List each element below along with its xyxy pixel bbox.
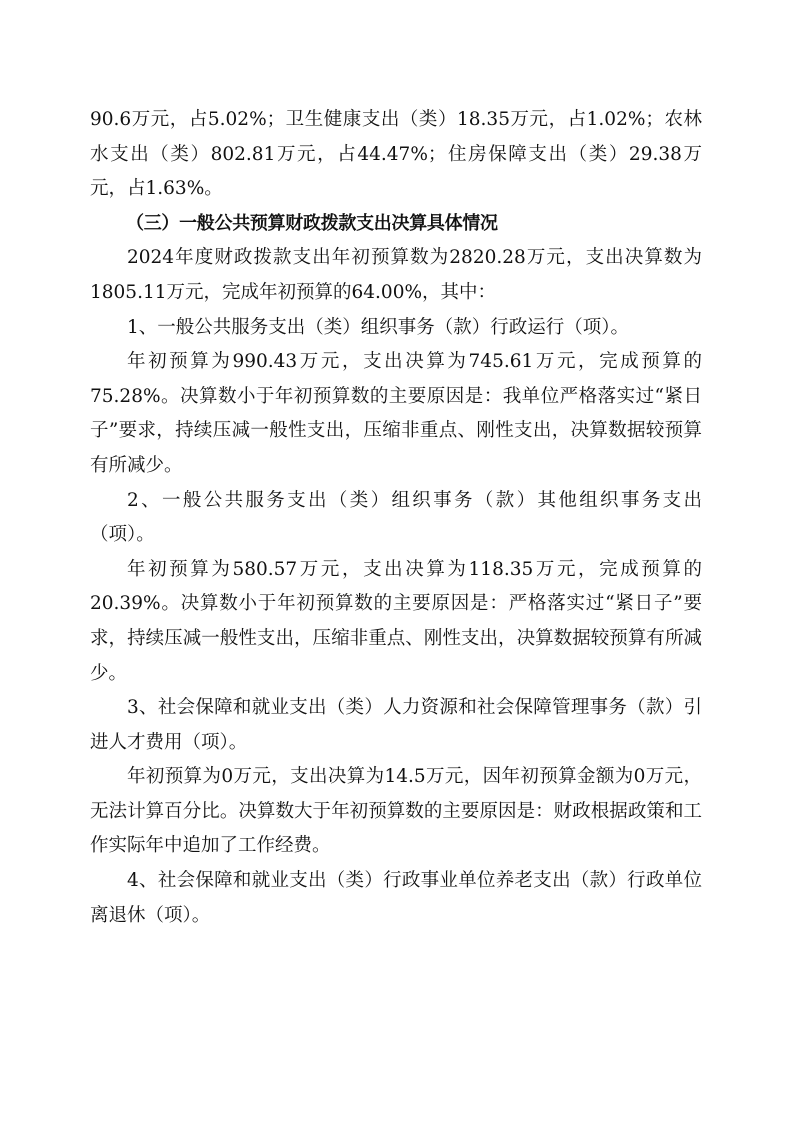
item-4-title: 4、社会保障和就业支出（类）行政事业单位养老支出（款）行政单位离退休（项）。 (90, 870, 702, 926)
item-3-title: 3、社会保障和就业支出（类）人力资源和社会保障管理事务（款）引进人才费用（项）。 (90, 697, 702, 753)
document-body (90, 103, 702, 933)
item-3-body: 年初预算为0万元，支出决算为14.5万元，因年初预算金额为0万元，无法计算百分比。决算数大于年初预算数的主要原因是：财政根据政策和工作实际年中追加了工作经费。 (90, 766, 702, 857)
item-1-body: 年初预算为990.43万元，支出决算为745.61万元，完成预算的75.28%。决算数小于年初预算数的主要原因是：我单位严格落实过“紧日子”要求，持续压减一般性支出，压缩非重点、刚性支出，决算数据较预算有所减少。 (90, 351, 702, 476)
paragraph-expenditure-shares: 90.6万元，占5.02%；卫生健康支出（类）18.35万元，占1.02%；农林水支出（类）802.81万元，占44.47%；住房保障支出（类）29.38万元，占1.63%。 (90, 109, 702, 200)
item-2-body: 年初预算为580.57万元，支出决算为118.35万元，完成预算的20.39%。决算数小于年初预算数的主要原因是：严格落实过“紧日子”要求，持续压减一般性支出，压缩非重点、刚性支出，决算数据较预算有所减少。 (90, 558, 702, 684)
section-heading: （三）一般公共预算财政拨款支出决算具体情况 (126, 212, 498, 234)
paragraph-budget-summary: 2024年度财政拨款支出年初预算数为2820.28万元，支出决算数为1805.11万元，完成年初预算的64.00%，其中： (90, 247, 702, 303)
item-2-title: 2、一般公共服务支出（类）组织事务（款）其他组织事务支出（项）。 (90, 489, 702, 546)
item-1-title: 1、一般公共服务支出（类）组织事务（款）行政运行（项）。 (127, 316, 630, 338)
